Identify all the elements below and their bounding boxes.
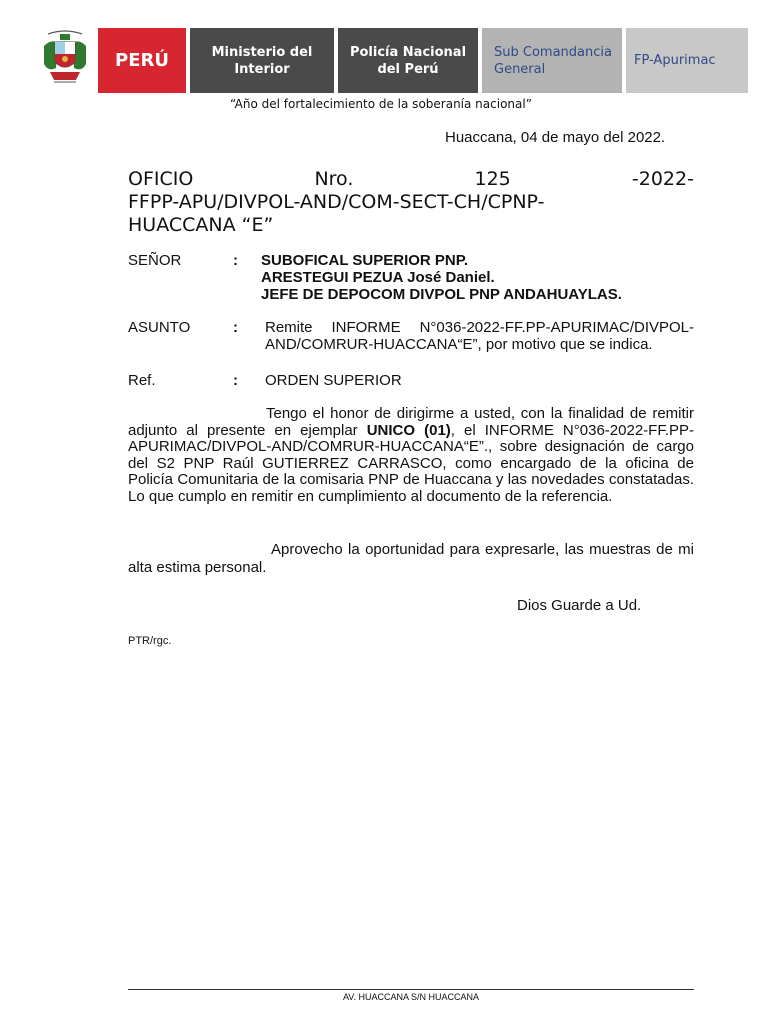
body-paragraph-2	[128, 541, 694, 577]
subject-value	[265, 319, 694, 353]
oficio-number-value: 125	[474, 168, 511, 190]
oficio-word: OFICIO	[128, 168, 194, 190]
addressee-colon: :	[233, 252, 238, 269]
subject-label: ASUNTO	[128, 319, 191, 336]
footer-address: AV. HUACCANA S/N HUACCANA	[342, 992, 480, 1002]
fp-apurimac-banner: FP-Apurimac	[626, 28, 748, 93]
reference-value: ORDEN SUPERIOR	[265, 372, 402, 389]
date-line: Huaccana, 04 de mayo del 2022.	[445, 129, 666, 146]
ministerio-banner: Ministerio del Interior	[190, 28, 334, 93]
addressee-value	[261, 252, 622, 303]
oficio-nro: Nro.	[314, 168, 354, 190]
subject-colon: :	[233, 319, 238, 336]
closing-salutation: Dios Guarde a Ud.	[517, 597, 642, 614]
footer-divider	[128, 989, 694, 990]
body-paragraph-1	[128, 406, 694, 505]
reference-label: Ref.	[128, 372, 156, 389]
oficio-number	[128, 168, 694, 237]
addressee-block	[128, 252, 694, 306]
oficio-line-1	[128, 168, 694, 191]
subject-line-2: AND/COMRUR-HUACCANA“E”, por motivo que se indica.	[265, 336, 653, 353]
body-p1-start: Tengo el honor de dirigirme a usted, con la finalidad de remitir adjunto al presente en ejemplar	[128, 405, 694, 439]
addressee-label: SEÑOR	[128, 252, 182, 269]
peru-coat-of-arms-icon	[40, 28, 90, 92]
reference-initials: PTR/rgc.	[128, 635, 172, 647]
addressee-name: ARESTEGUI PEZUA José Daniel.	[261, 269, 495, 286]
body-p1-bold: UNICO (01)	[366, 421, 451, 439]
addressee-rank: SUBOFICAL SUPERIOR PNP.	[261, 252, 468, 269]
oficio-line-3: HUACCANA “E”	[128, 214, 274, 236]
policia-banner: Policía Nacional del Perú	[338, 28, 478, 93]
body-p1-end: , el INFORME N°036-2022-FF.PP-APURIMAC/DIVPOL-AND/COMRUR-HUACCANA“E”., sobre designación de cargo del S2 PNP Raúl GUTIERREZ CARRASCO, como encargado de la oficina de Policía Comunitaria de la comisaria PNP de Huaccana y las novedades constatadas. Lo que cumplo en remitir en cumplimiento al documento de la referencia.	[128, 421, 694, 505]
year-motto: “Año del fortalecimiento de la soberanía nacional”	[230, 97, 532, 111]
subject-line-1: Remite INFORME N°036-2022-FF.PP-APURIMAC/DIVPOL-	[265, 319, 694, 336]
body-p2: Aprovecho la oportunidad para expresarle, las muestras de mi alta estima personal.	[128, 541, 694, 576]
subcomandancia-banner: Sub Comandancia General	[482, 28, 622, 93]
addressee-position: JEFE DE DEPOCOM DIVPOL PNP ANDAHUAYLAS.	[261, 286, 622, 303]
subject-block	[128, 319, 694, 355]
reference-colon: :	[233, 372, 238, 389]
peru-banner: PERÚ	[98, 28, 186, 93]
oficio-line-2: FFPP-APU/DIVPOL-AND/COM-SECT-CH/CPNP-	[128, 191, 545, 213]
reference-block	[128, 372, 694, 390]
oficio-year: -2022-	[631, 168, 694, 190]
